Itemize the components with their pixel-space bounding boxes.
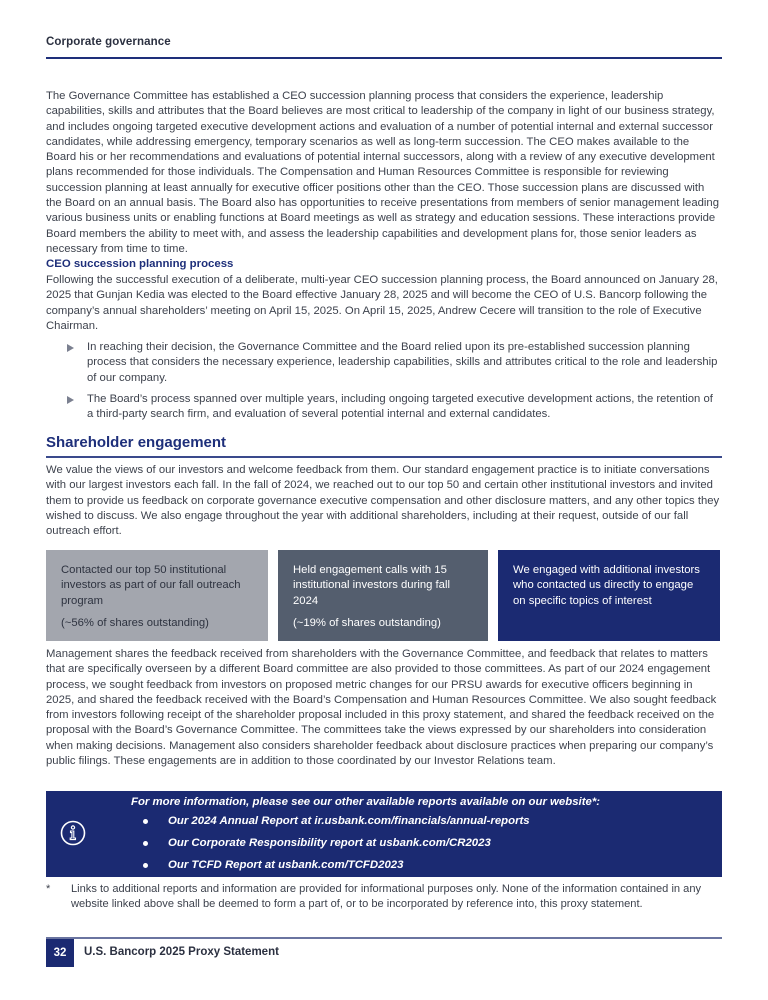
triangle-bullet-icon bbox=[67, 396, 74, 404]
stat-box-engagement-calls bbox=[278, 550, 488, 641]
bullet-text: The Board’s process spanned over multiple years, including ongoing targeted executive development actions, the retention of a third-party search firm, and evaluation of several potential internal and external candidates. bbox=[87, 392, 713, 421]
report-link-corporate-responsibility[interactable] bbox=[143, 836, 530, 851]
stat-text: Contacted our top 50 institutional investors as part of our fall outreach program bbox=[61, 564, 241, 607]
info-box-title: For more information, please see our other available reports available on our website*: bbox=[131, 796, 601, 808]
footer-document-title: U.S. Bancorp 2025 Proxy Statement bbox=[84, 946, 279, 958]
header-divider bbox=[46, 57, 722, 59]
report-links-list bbox=[143, 814, 530, 880]
ceo-succession-heading: CEO succession planning process bbox=[46, 258, 234, 270]
ceo-succession-paragraph: Following the successful execution of a deliberate, multi-year CEO succession planning process, the Board announced on January 28, 2025 that Gunjan Kedia was elected to the Board effective January 28, 2025 and will become the CEO of U.S. Bancorp following the company’s annual shareholders’ meeting on April 15, 2025. On April 15, 2025, Andrew Cecere will transition to the role of Executive Chairman. bbox=[46, 274, 718, 332]
engagement-paragraph: We value the views of our investors and welcome feedback from them. Our standard engagement practice is to initiate conversations with our largest investors each fall. In the fall of 2024, we reached out to our top 50 and certain other institutional investors and invited them to provide us feedback on corporate governance executive compensation and other disclosure matters, and any other topics they wished to discuss. We also engage throughout the year with additional shareholders, including at their request, outside of our fall outreach effort. bbox=[46, 464, 720, 538]
engagement-stat-boxes bbox=[46, 550, 722, 641]
section-divider bbox=[46, 456, 722, 458]
bullet-dot-icon bbox=[143, 841, 148, 846]
report-link-text[interactable]: Our Corporate Responsibility report at usbank.com/CR2023 bbox=[168, 837, 491, 849]
bullet-dot-icon bbox=[143, 819, 148, 824]
footer-divider bbox=[46, 937, 722, 939]
stat-text: Held engagement calls with 15 institutional investors during fall 2024 bbox=[293, 564, 450, 607]
ceo-succession-bullets bbox=[46, 340, 722, 428]
succession-intro-paragraph: The Governance Committee has established a CEO succession planning process that considers the experience, leadership capabilities, skills and attributes that the Board believes are most critical to leadership of the company in light of our business strategy, and includes ongoing targeted executive development actions and evaluation of a number of potential internal and external successor candidates, while addressing emergency, temporary scenarios as well as long-term succession. The CEO makes available to the Board his or her recommendations and evaluations of potential internal successors, along with a review of any executive development plans recommended for those individuals. The Compensation and Human Resources Committee is responsible for reviewing succession planning at least annually for executive officer positions other than the CEO. Those succession plans are discussed with the Board on an annual basis. The Board also has opportunities to receive presentations from members of senior management leading various business units or enabling functions at Board meetings as well as strategy and education sessions. These interactions provide Board members the ability to meet with, and assess the leadership capabilities and development plans for, those senior leaders as necessary from time to time. bbox=[46, 90, 719, 255]
bullet-dot-icon bbox=[143, 863, 148, 868]
report-link-text[interactable]: Our 2024 Annual Report at ir.usbank.com/financials/annual-reports bbox=[168, 815, 530, 827]
info-icon bbox=[60, 820, 86, 846]
stat-note: (~56% of shares outstanding) bbox=[61, 616, 209, 629]
bullet-item bbox=[46, 340, 722, 386]
bullet-item bbox=[46, 392, 722, 423]
footnote bbox=[46, 882, 722, 913]
stat-note: (~19% of shares outstanding) bbox=[293, 616, 441, 629]
report-link-tcfd[interactable] bbox=[143, 858, 530, 873]
footnote-marker: * bbox=[46, 883, 51, 895]
section-title-shareholder-engagement: Shareholder engagement bbox=[46, 434, 227, 451]
footnote-text: Links to additional reports and information are provided for informational purposes only. None of the information contained in any website linked above shall be deemed to form a part of, or to be incorporated by reference into, this proxy statement. bbox=[71, 883, 702, 911]
stat-box-additional-investors bbox=[498, 550, 720, 641]
triangle-bullet-icon bbox=[67, 344, 74, 352]
more-information-callout bbox=[46, 791, 722, 877]
stat-box-top-50 bbox=[46, 550, 268, 641]
running-header: Corporate governance bbox=[46, 36, 171, 48]
page-number: 32 bbox=[46, 939, 74, 967]
bullet-text: In reaching their decision, the Governance Committee and the Board relied upon its pre-established succession planning process that considers the necessary experience, leadership capabilities, skills and attributes critical to the role and leadership of our company. bbox=[87, 341, 718, 384]
feedback-paragraph: Management shares the feedback received from shareholders with the Governance Committee, and feedback that relates to matters that are specifically overseen by a different Board committee are also provided to those committees. As part of our 2024 engagement process, we sought feedback from investors on proposed metric changes for our PRSU awards for executive officers beginning in 2025, and shared the feedback received with the Board’s Compensation and Human Resources Committee. We also sought feedback from investors following receipt of the shareholder proposal included in this proxy statement, and shared the feedback received on the proposal with the Board’s Governance Committee. The committees take the views expressed by our shareholders into consideration when making decisions. Management also considers shareholder feedback about disclosure practices when preparing our company’s public filings. These engagements are in addition to those coordinated by our Investor Relations team. bbox=[46, 648, 717, 768]
stat-text: We engaged with additional investors who contacted us directly to engage on specific topics of interest bbox=[513, 564, 700, 607]
report-link-text[interactable]: Our TCFD Report at usbank.com/TCFD2023 bbox=[168, 859, 404, 871]
report-link-annual-report[interactable] bbox=[143, 814, 530, 829]
